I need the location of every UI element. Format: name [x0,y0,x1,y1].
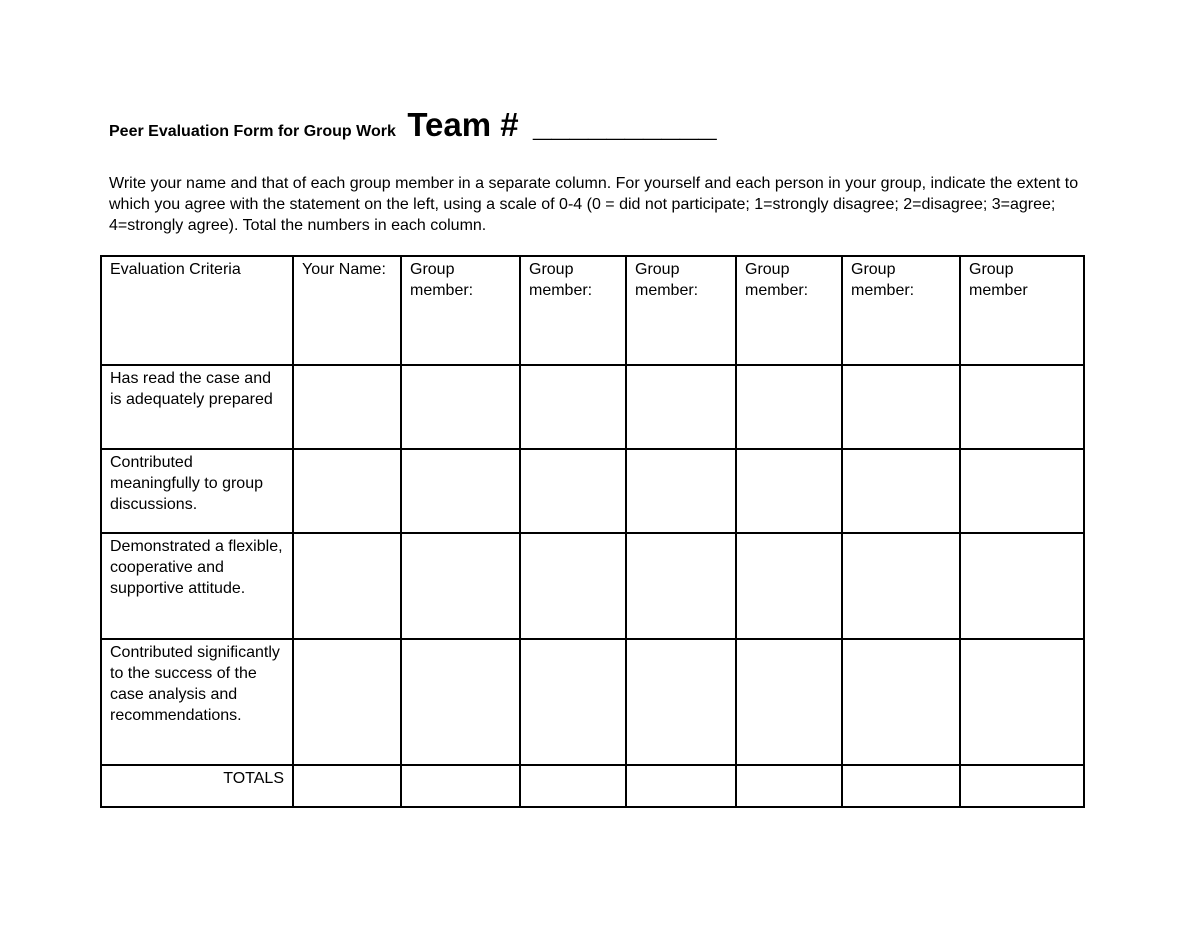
score-cell[interactable] [401,533,520,639]
header-cell-criteria: Evaluation Criteria [101,256,293,365]
score-cell[interactable] [626,449,736,533]
header-cell-group-member: Group member [960,256,1084,365]
score-cell[interactable] [401,639,520,765]
score-cell[interactable] [960,365,1084,449]
score-cell[interactable] [293,365,401,449]
score-cell[interactable] [842,639,960,765]
header-cell-group-member: Group member: [520,256,626,365]
score-cell[interactable] [401,449,520,533]
score-cell[interactable] [293,639,401,765]
criteria-label: Contributed significantly to the success of the case analysis and recommendations. [101,639,293,765]
total-cell[interactable] [842,765,960,807]
total-cell[interactable] [960,765,1084,807]
total-cell[interactable] [520,765,626,807]
score-cell[interactable] [736,533,842,639]
score-cell[interactable] [842,449,960,533]
form-name: Peer Evaluation Form for Group Work [109,123,396,140]
header-cell-group-member: Group member: [401,256,520,365]
criteria-label: Demonstrated a flexible, cooperative and supportive attitude. [101,533,293,639]
score-cell[interactable] [960,639,1084,765]
criteria-row [101,365,1084,449]
team-number-blank: __________ [533,106,717,143]
total-cell[interactable] [401,765,520,807]
instructions-text: Write your name and that of each group member in a separate column. For yourself and each person in your group, indicate the extent to which you agree with the statement on the left, using a scale of 0-4 (0 = did not participate; 1=strongly disagree; 2=disagree; 3=agree; 4=strongly agree). Total the numbers in each column. [109,175,1079,234]
total-cell[interactable] [736,765,842,807]
score-cell[interactable] [293,533,401,639]
criteria-label: Has read the case and is adequately prepared [101,365,293,449]
header-row [101,256,1084,365]
totals-label: TOTALS [101,765,293,807]
score-cell[interactable] [842,533,960,639]
score-cell[interactable] [736,449,842,533]
score-cell[interactable] [626,639,736,765]
score-cell[interactable] [401,365,520,449]
criteria-label: Contributed meaningfully to group discussions. [101,449,293,533]
criteria-row [101,639,1084,765]
score-cell[interactable] [960,533,1084,639]
criteria-row [101,533,1084,639]
score-cell[interactable] [626,365,736,449]
score-cell[interactable] [520,639,626,765]
header-cell-group-member: Group member: [626,256,736,365]
form-title [109,108,717,141]
score-cell[interactable] [520,449,626,533]
score-cell[interactable] [960,449,1084,533]
totals-row [101,765,1084,807]
score-cell[interactable] [842,365,960,449]
score-cell[interactable] [626,533,736,639]
team-label: Team # [407,106,519,143]
score-cell[interactable] [293,449,401,533]
score-cell[interactable] [520,365,626,449]
header-cell-group-member: Group member: [736,256,842,365]
evaluation-table [100,255,1085,808]
total-cell[interactable] [626,765,736,807]
header-cell-group-member: Group member: [842,256,960,365]
score-cell[interactable] [736,639,842,765]
score-cell[interactable] [520,533,626,639]
criteria-row [101,449,1084,533]
score-cell[interactable] [736,365,842,449]
header-cell-your-name: Your Name: [293,256,401,365]
total-cell[interactable] [293,765,401,807]
